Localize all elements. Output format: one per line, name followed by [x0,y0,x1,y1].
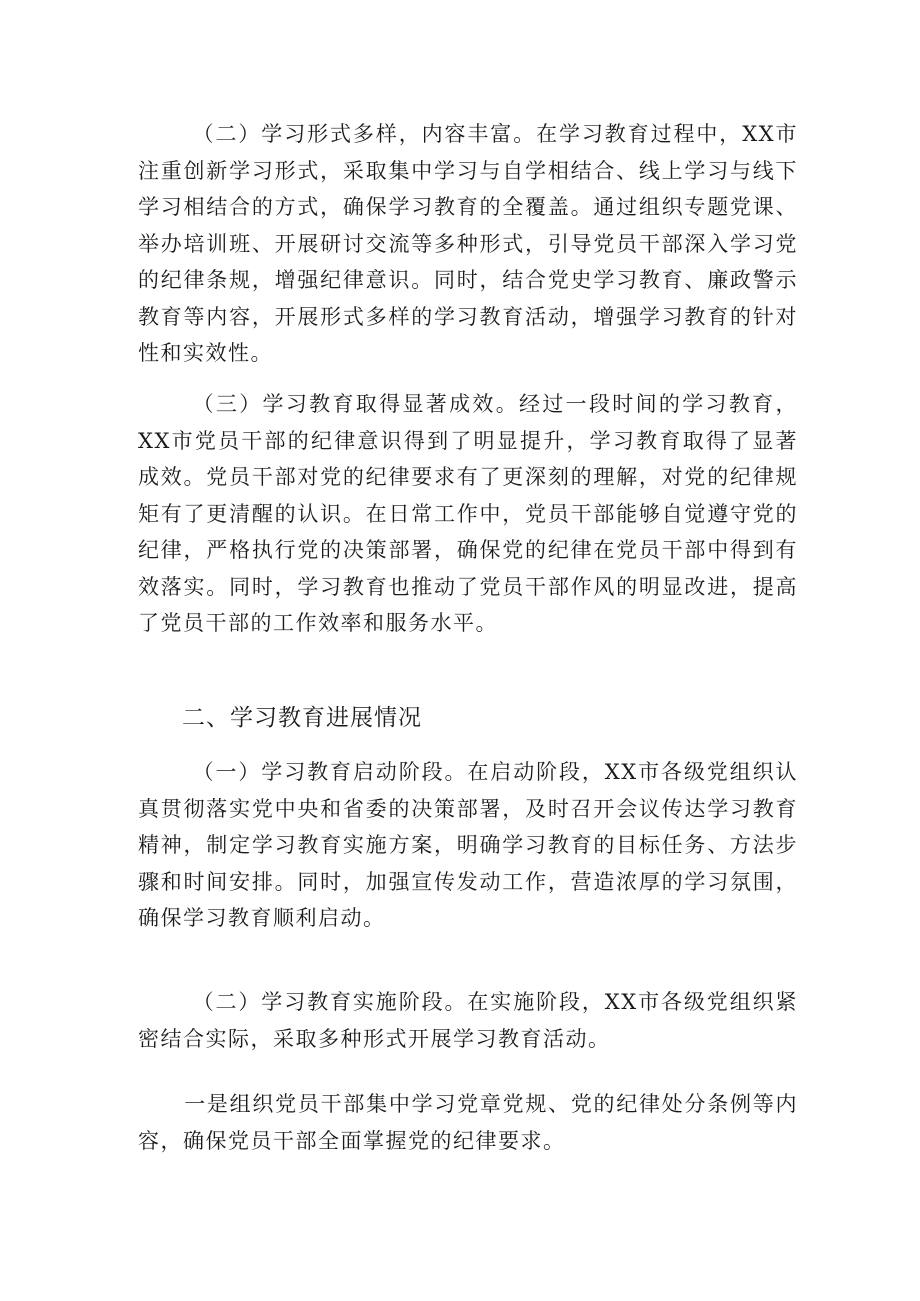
paragraph-first-measure: 一是组织党员干部集中学习党章党规、党的纪律处分条例等内容，确保党员干部全面掌握党的纪律要求。 [138,1092,798,1153]
section-heading: 二、学习教育进展情况 [182,705,422,731]
paragraph-learning-results: （三）学习教育取得显著成效。经过一段时间的学习教育，XX市党员干部的纪律意识得到了明显提升，学习教育取得了显著成效。党员干部对党的纪律要求有了更深刻的理解，对党的纪律规矩有了更清醒的认识。在日常工作中，党员干部能够自觉遵守党的纪律，严格执行党的决策部署，确保党的纪律在党员干部中得到有效落实。同时，学习教育也推动了党员干部作风的明显改进，提高了党员干部的工作效率和服务水平。 [138,392,798,635]
paragraph-launch-stage: （一）学习教育启动阶段。在启动阶段，XX市各级党组织认真贯彻落实党中央和省委的决策部署，及时召开会议传达学习教育精神，制定学习教育实施方案，明确学习教育的目标任务、方法步骤和时间安排。同时，加强宣传发动工作，营造浓厚的学习氛围，确保学习教育顺利启动。 [138,760,798,930]
paragraph-implementation-stage: （二）学习教育实施阶段。在实施阶段，XX市各级党组织紧密结合实际，采取多种形式开展学习教育活动。 [138,990,798,1051]
paragraph-learning-forms: （二）学习形式多样，内容丰富。在学习教育过程中，XX市注重创新学习形式，采取集中学习与自学相结合、线上学习与线下学习相结合的方式，确保学习教育的全覆盖。通过组织专题党课、举办培训班、开展研讨交流等多种形式，引导党员干部深入学习党的纪律条规，增强纪律意识。同时，结合党史学习教育、廉政警示教育等内容，开展形式多样的学习教育活动，增强学习教育的针对性和实效性。 [138,122,798,365]
